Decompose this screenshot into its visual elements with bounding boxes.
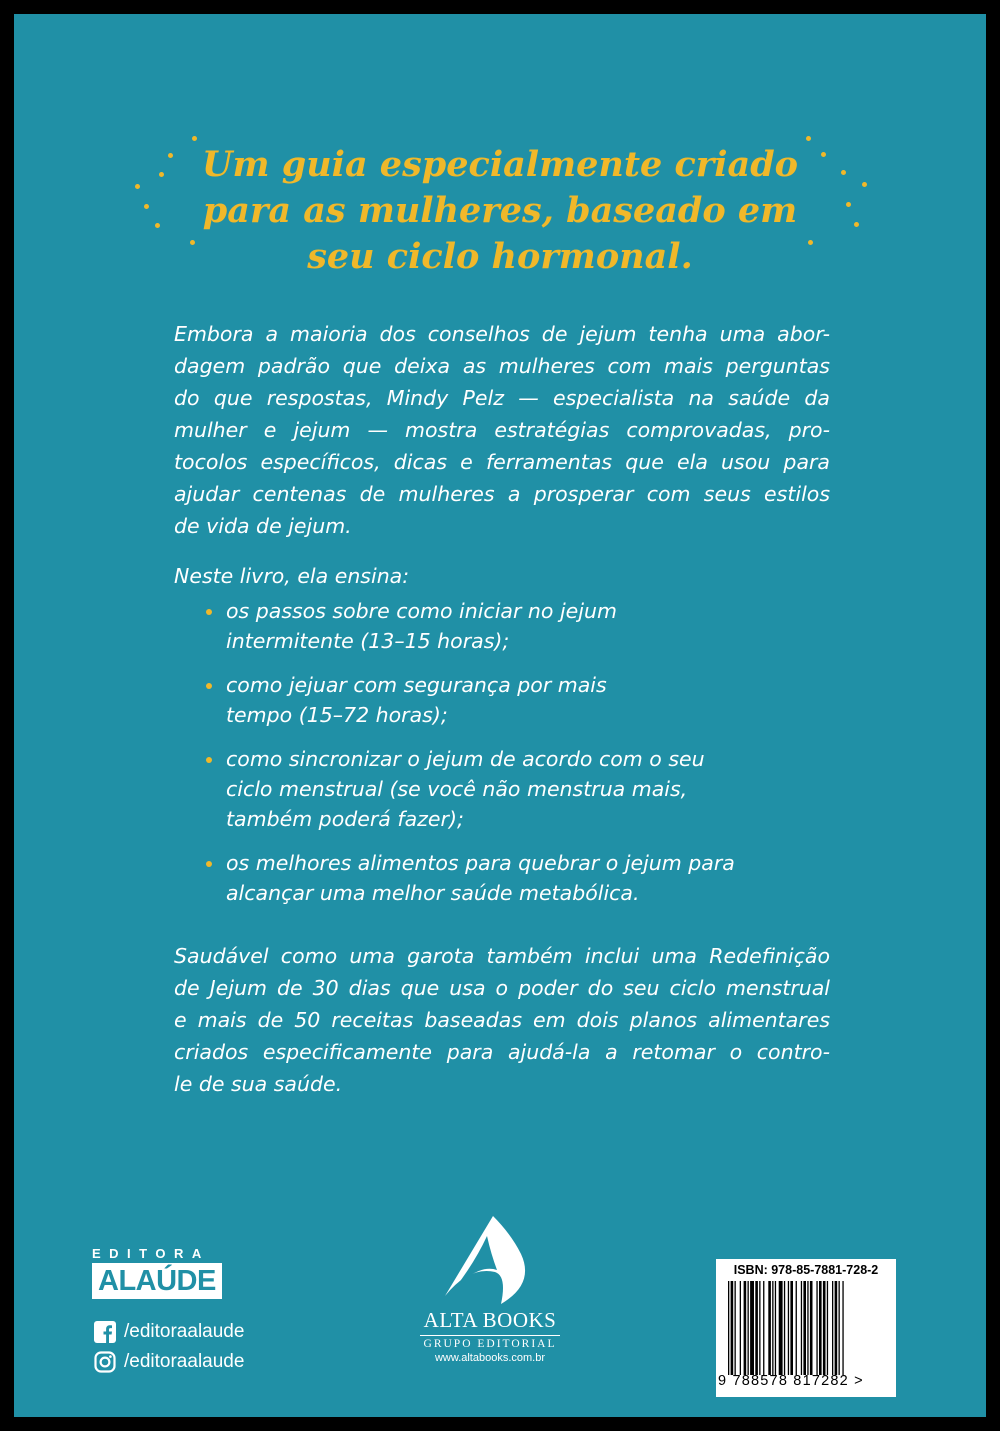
intro-line: ajudar centenas de mulheres a prosperar com seus estilos — [174, 482, 830, 506]
publisher-wordmark: ALAÚDE — [92, 1263, 222, 1299]
tagline-line: seu ciclo hormonal. — [307, 236, 693, 277]
barcode-bar — [744, 1281, 747, 1375]
tagline-line: para as mulheres, baseado em — [202, 190, 798, 231]
sparkle-dot — [192, 136, 197, 141]
barcode-bar — [768, 1281, 771, 1375]
barcode-digits: 9 788578 817282 > — [718, 1373, 864, 1389]
barcode-bar — [763, 1281, 764, 1375]
barcode-bar — [735, 1281, 736, 1375]
closing-line: e mais de 50 receitas baseadas em dois planos alimentares — [174, 1008, 830, 1032]
intro-line: Embora a maioria dos conselhos de jejum tenha uma abor- — [174, 322, 830, 346]
facebook-handle-text: /editoraalaude — [124, 1321, 245, 1342]
list-item — [204, 744, 844, 834]
instagram-icon — [94, 1351, 116, 1373]
closing-paragraph — [174, 940, 830, 1100]
barcode-bar — [803, 1281, 806, 1375]
barcode-bar — [823, 1281, 826, 1375]
list-item-line: como sincronizar o jejum de acordo com o seu — [226, 747, 705, 771]
list-item — [204, 848, 844, 908]
publisher-kicker: EDITORA — [92, 1246, 210, 1261]
barcode-bar — [779, 1281, 783, 1375]
barcode-bar — [810, 1281, 813, 1375]
barcode-bar — [748, 1281, 749, 1375]
barcode-bar — [772, 1281, 773, 1375]
intro-line: mulher e jejum — mostra estratégias comprovadas, pro- — [174, 418, 830, 442]
alta-books-url: www.altabooks.com.br — [434, 1352, 546, 1364]
closing-line: le de sua saúde. — [174, 1072, 343, 1096]
barcode-bar — [784, 1281, 785, 1375]
alta-books-name: ALTA BOOKS — [423, 1308, 557, 1332]
barcode-bar — [750, 1281, 754, 1375]
list-item-line: como jejuar com segurança por mais — [226, 673, 607, 697]
barcode-bar — [740, 1281, 741, 1375]
isbn-barcode — [716, 1259, 896, 1397]
barcode-bar — [842, 1281, 843, 1375]
instagram-handle[interactable] — [94, 1351, 244, 1373]
closing-line: de Jejum de 30 dias que usa o poder do seu ciclo menstrual — [174, 976, 830, 1000]
list-item-line: os melhores alimentos para quebrar o jejum para — [226, 851, 735, 875]
intro-line: do que respostas, Mindy Pelz — especialista na saúde da — [174, 386, 830, 410]
feature-list — [204, 596, 844, 922]
barcode-bar — [728, 1281, 729, 1375]
intro-paragraph — [174, 318, 830, 542]
tagline — [14, 142, 986, 280]
list-item-line: tempo (15–72 horas); — [226, 703, 448, 727]
alta-books-emblem-icon — [435, 1214, 545, 1306]
barcode-bar — [827, 1281, 828, 1375]
list-item-line: ciclo menstrual (se você não menstrua mais, — [226, 777, 688, 801]
list-item-line: os passos sobre como iniciar no jejum — [226, 599, 617, 623]
closing-line: criados especificamente para ajudá-la a retomar o contro- — [174, 1040, 830, 1064]
intro-line: dagem padrão que deixa as mulheres com mais perguntas — [174, 354, 830, 378]
barcode-bar — [788, 1281, 789, 1375]
barcode-bar — [832, 1281, 833, 1375]
barcode-bar — [839, 1281, 840, 1375]
list-item — [204, 596, 844, 656]
barcode-bar — [759, 1281, 760, 1375]
barcode-bar — [755, 1281, 758, 1375]
tagline-line: Um guia especialmente criado — [201, 144, 799, 185]
facebook-icon — [94, 1321, 116, 1343]
intro-line: de vida de jejum. — [174, 514, 352, 538]
back-cover — [14, 14, 986, 1417]
alta-books-logo — [400, 1214, 580, 1364]
facebook-handle[interactable] — [94, 1321, 244, 1343]
barcode-bar — [801, 1281, 802, 1375]
list-intro: Neste livro, ela ensina: — [174, 564, 410, 588]
closing-line: Saudável como uma garota também inclui uma Redefinição — [174, 944, 830, 968]
intro-line: tocolos específicos, dicas e ferramentas que ela usou para — [174, 450, 830, 474]
barcode-bar — [835, 1281, 838, 1375]
barcode-bar — [819, 1281, 822, 1375]
barcode-bar — [796, 1281, 797, 1375]
isbn-label: ISBN: 978-85-7881-728-2 — [733, 1263, 879, 1277]
alta-books-divider — [420, 1335, 560, 1336]
barcode-bar — [807, 1281, 808, 1375]
barcode-bar — [816, 1281, 817, 1375]
barcode-bar — [775, 1281, 776, 1375]
instagram-handle-text: /editoraalaude — [124, 1351, 245, 1372]
publisher-logo — [92, 1246, 222, 1299]
alta-books-group: GRUPO EDITORIAL — [423, 1338, 557, 1350]
list-item-line: alcançar uma melhor saúde metabólica. — [226, 881, 640, 905]
barcode-bar — [790, 1281, 793, 1375]
barcode-bar — [731, 1281, 734, 1375]
list-item-line: também poderá fazer); — [226, 807, 464, 831]
list-item-line: intermitente (13–15 horas); — [226, 629, 510, 653]
barcode-bars — [728, 1281, 884, 1375]
list-item — [204, 670, 844, 730]
sparkle-dot — [806, 136, 811, 141]
